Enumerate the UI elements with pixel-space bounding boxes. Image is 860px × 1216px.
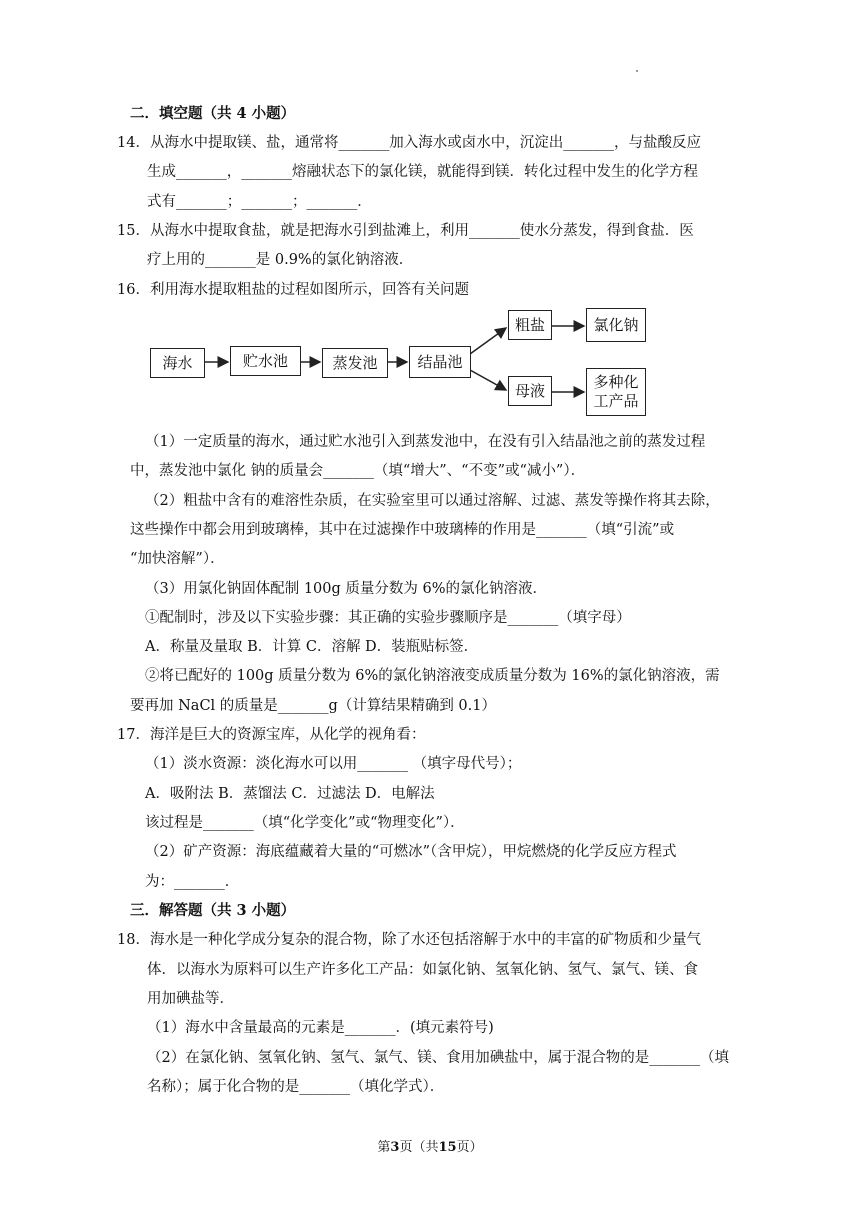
footer-prefix: 第 xyxy=(377,1140,391,1155)
question-18-part-2-line-2: 名称）；属于化合物的是_______（填化学式）． xyxy=(147,1079,445,1095)
flow-arrows xyxy=(150,302,660,422)
question-16-part-2-line-3: “加快溶解”）． xyxy=(130,551,225,567)
chemical-products-line-2: 工产品 xyxy=(593,392,639,410)
question-16-part-2-line-1: （2）粗盐中含有的难溶性杂质，在实验室里可以通过溶解、过滤、蒸发等操作将其去除， xyxy=(145,493,720,509)
footer-page-number: 3 xyxy=(390,1140,400,1155)
question-16-part-3-sub-2-line-2: 要再加 NaCl 的质量是_______g（计算结果精确到 0.1） xyxy=(130,698,496,714)
box-sodium-chloride: 氯化钠 xyxy=(586,308,646,342)
question-16-part-3-sub-2-line-1: ②将已配好的 100g 质量分数为 6%的氯化钠溶液变成质量分数为 16%的氯化钠溶液，需 xyxy=(145,668,720,684)
section-title-answer: 三．解答题（共 3 小题） xyxy=(130,902,296,919)
question-17-part-1: （1）淡水资源：淡化海水可以用_______ （填字母代号）； xyxy=(145,756,522,772)
question-17-process: 该过程是_______（填“化学变化”或“物理变化”）． xyxy=(145,815,465,831)
footer-suffix: 页） xyxy=(456,1140,483,1155)
question-18-part-1: （1）海水中含量最高的元素是_______．(填元素符号) xyxy=(147,1020,494,1036)
question-17-part-2-line-2: 为：_______． xyxy=(145,874,240,890)
question-14-line-2: 生成_______，_______熔融状态下的氯化镁，就能得到镁．转化过程中发生的化学方程 xyxy=(147,164,698,180)
section-title-fill-in: 二．填空题（共 4 小题） xyxy=(130,105,296,122)
salt-extraction-flow-diagram xyxy=(150,302,660,422)
question-16-part-1-line-1: （1）一定质量的海水，通过贮水池引入到蒸发池中，在没有引入结晶池之前的蒸发过程 xyxy=(145,434,706,450)
box-seawater: 海水 xyxy=(150,348,205,378)
question-18-line-2: 体．以海水为原料可以生产许多化工产品：如氯化钠、氢氧化钠、氢气、氯气、镁、食 xyxy=(147,962,698,978)
box-chemical-products xyxy=(586,368,646,416)
question-16-stem: 16．利用海水提取粗盐的过程如图所示，回答有关问题 xyxy=(117,282,469,298)
page-footer xyxy=(0,1136,860,1155)
box-evaporation-pond: 蒸发池 xyxy=(322,348,388,378)
question-17-options: A．吸附法 B．蒸馏法 C．过滤法 D．电解法 xyxy=(145,786,435,802)
question-14-line-1: 14．从海水中提取镁、盐，通常将_______加入海水或卤水中，沉淀出_______，与盐酸反应 xyxy=(117,135,701,151)
chemical-products-line-1: 多种化 xyxy=(593,373,639,391)
scan-dot xyxy=(636,70,638,72)
box-reservoir: 贮水池 xyxy=(230,346,301,376)
footer-middle: 页（共 xyxy=(399,1140,439,1155)
question-16-part-1-line-2: 中，蒸发池中氯化 钠的质量会_______（填“增大”、“不变”或“减小”）． xyxy=(130,463,586,479)
question-16-part-3-options: A．称量及量取 B．计算 C．溶解 D．装瓶贴标签． xyxy=(145,639,479,655)
box-crystallization-pond: 结晶池 xyxy=(409,346,471,378)
question-17-stem: 17．海洋是巨大的资源宝库，从化学的视角看： xyxy=(117,727,426,743)
question-16-part-2-line-2: 这些操作中都会用到玻璃棒，其中在过滤操作中玻璃棒的作用是_______（填“引流”或 xyxy=(130,522,675,538)
question-18-line-3: 用加碘盐等． xyxy=(147,991,234,1007)
question-14-line-3: 式有_______；_______；_______． xyxy=(147,194,372,210)
question-16-part-3: （3）用氯化钠固体配制 100g 质量分数为 6%的氯化钠溶液． xyxy=(145,581,548,597)
question-17-part-2-line-1: （2）矿产资源：海底蕴藏着大量的“可燃冰”（含甲烷），甲烷燃烧的化学反应方程式 xyxy=(145,844,677,860)
box-mother-liquor: 母液 xyxy=(508,376,552,406)
question-15-line-1: 15．从海水中提取食盐，就是把海水引到盐滩上，利用_______使水分蒸发，得到食盐．医 xyxy=(117,223,694,239)
question-16-part-3-sub-1: ①配制时，涉及以下实验步骤：其正确的实验步骤顺序是_______（填字母） xyxy=(145,610,631,626)
footer-total-pages: 15 xyxy=(438,1140,457,1155)
question-18-part-2-line-1: （2）在氯化钠、氢氧化钠、氢气、氯气、镁、食用加碘盐中，属于混合物的是_______（填 xyxy=(147,1050,729,1066)
box-crude-salt: 粗盐 xyxy=(508,310,552,340)
question-15-line-2: 疗上用的_______是 0.9%的氯化钠溶液． xyxy=(147,252,414,268)
question-18-line-1: 18．海水是一种化学成分复杂的混合物，除了水还包括溶解于水中的丰富的矿物质和少量气 xyxy=(117,932,701,948)
